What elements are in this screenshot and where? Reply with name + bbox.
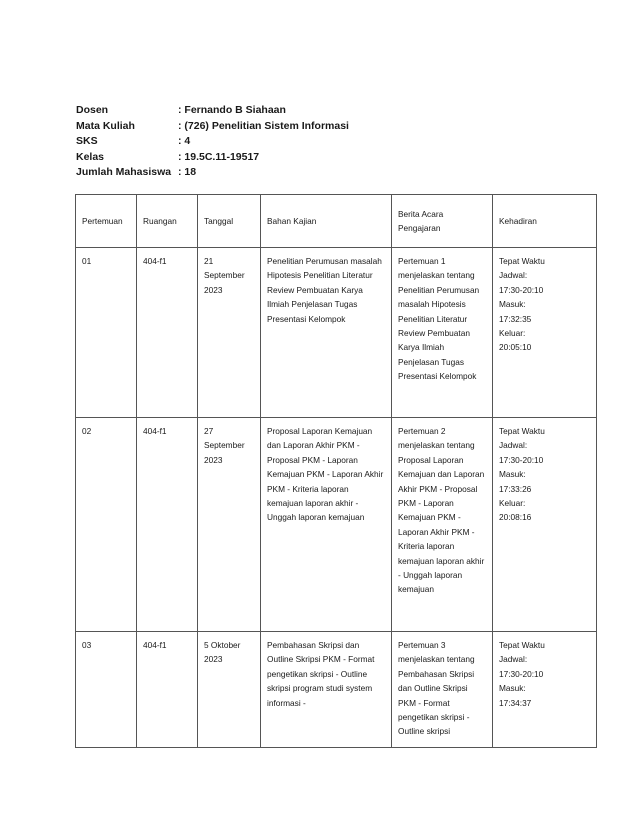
masuk-label: Masuk: <box>499 469 526 480</box>
matkul-label: Mata Kuliah <box>76 119 135 132</box>
jumlah-label: Jumlah Mahasiswa <box>76 166 172 178</box>
status-text: Tepat Waktu <box>499 640 545 650</box>
table-row <box>76 248 597 418</box>
sks-value: : 4 <box>178 135 191 147</box>
sks-label: SKS <box>76 135 98 147</box>
status-text: Tepat Waktu <box>499 256 545 266</box>
masuk-value: 17:32:35 <box>499 313 532 324</box>
info-row-jumlah <box>76 165 349 181</box>
cell-ruangan: 404-f1 <box>137 248 198 418</box>
table-row <box>76 418 597 632</box>
cell-berita: Pertemuan 1 menjelaskan tentang Penelitian Perumusan masalah Hipotesis Penelitian Literatur Review Pembuatan Karya Ilmiah Penjelasan Tugas Presentasi Kelompok <box>392 248 493 418</box>
header-kehadiran: Kehadiran <box>493 195 597 248</box>
masuk-value: 17:34:37 <box>499 697 532 708</box>
jadwal-label: Jadwal: <box>499 654 528 665</box>
jadwal-value: 17:30-20:10 <box>499 454 544 465</box>
cell-pertemuan: 01 <box>76 248 137 418</box>
cell-bahan: Penelitian Perumusan masalah Hipotesis Penelitian Literatur Review Pembuatan Karya Ilmiah Penjelasan Tugas Presentasi Kelompok <box>261 248 392 418</box>
cell-bahan: Pembahasan Skripsi dan Outline Skripsi PKM - Format pengetikan skripsi - Outline skripsi program studi system informasi - <box>261 632 392 748</box>
cell-kehadiran <box>493 418 597 632</box>
kelas-label: Kelas <box>76 150 105 163</box>
jadwal-label: Jadwal: <box>499 440 528 451</box>
jumlah-value: : 18 <box>178 166 197 178</box>
header-tanggal: Tanggal <box>198 195 261 248</box>
dosen-value: : Fernando B Siahaan <box>178 104 286 116</box>
info-row-matkul <box>76 119 349 135</box>
info-row-kelas <box>76 150 349 166</box>
course-info <box>76 103 349 181</box>
keluar-label: Keluar: <box>499 328 526 339</box>
header-ruangan: Ruangan <box>137 195 198 248</box>
cell-kehadiran <box>493 632 597 748</box>
jadwal-label: Jadwal: <box>499 270 528 281</box>
cell-berita: Pertemuan 2 menjelaskan tentang Proposal Laporan Kemajuan dan Laporan Akhir PKM - Proposal PKM - Laporan Kemajuan PKM - Laporan Akhir PKM - Kriteria laporan kemajuan laporan akhir - Unggah laporan kemajuan <box>392 418 493 632</box>
kelas-value: : 19.5C.11-19517 <box>178 150 260 163</box>
header-bahan: Bahan Kajian <box>261 195 392 248</box>
table-row <box>76 632 597 748</box>
matkul-value: : (726) Penelitian Sistem Informasi <box>178 119 349 132</box>
cell-tanggal: 21 September 2023 <box>198 248 261 418</box>
dosen-label: Dosen <box>76 104 109 116</box>
cell-ruangan: 404-f1 <box>137 418 198 632</box>
header-berita <box>392 195 493 248</box>
keluar-label: Keluar: <box>499 498 526 509</box>
cell-pertemuan: 03 <box>76 632 137 748</box>
header-berita-line1: Berita Acara <box>398 208 444 219</box>
header-pertemuan: Pertemuan <box>76 195 137 248</box>
masuk-value: 17:33:26 <box>499 483 532 494</box>
keluar-value: 20:05:10 <box>499 342 532 353</box>
cell-berita: Pertemuan 3 menjelaskan tentang Pembahasan Skripsi dan Outline Skripsi PKM - Format pengetikan skripsi - Outline skripsi <box>392 632 493 748</box>
cell-kehadiran <box>493 248 597 418</box>
cell-pertemuan: 02 <box>76 418 137 632</box>
cell-bahan: Proposal Laporan Kemajuan dan Laporan Akhir PKM - Proposal PKM - Laporan Kemajuan PKM - Laporan Akhir PKM - Kriteria laporan kemajuan laporan akhir - Unggah laporan kemajuan <box>261 418 392 632</box>
cell-tanggal: 27 September 2023 <box>198 418 261 632</box>
attendance-table <box>75 194 597 748</box>
cell-tanggal: 5 Oktober 2023 <box>198 632 261 748</box>
cell-ruangan: 404-f1 <box>137 632 198 748</box>
jadwal-value: 17:30-20:10 <box>499 668 544 679</box>
keluar-value: 20:08:16 <box>499 512 532 523</box>
masuk-label: Masuk: <box>499 299 526 310</box>
status-text: Tepat Waktu <box>499 426 545 436</box>
info-row-sks <box>76 134 349 150</box>
masuk-label: Masuk: <box>499 683 526 694</box>
table-header-row <box>76 195 597 248</box>
info-row-dosen <box>76 103 349 119</box>
header-berita-line2: Pengajaran <box>398 223 441 233</box>
jadwal-value: 17:30-20:10 <box>499 284 544 295</box>
